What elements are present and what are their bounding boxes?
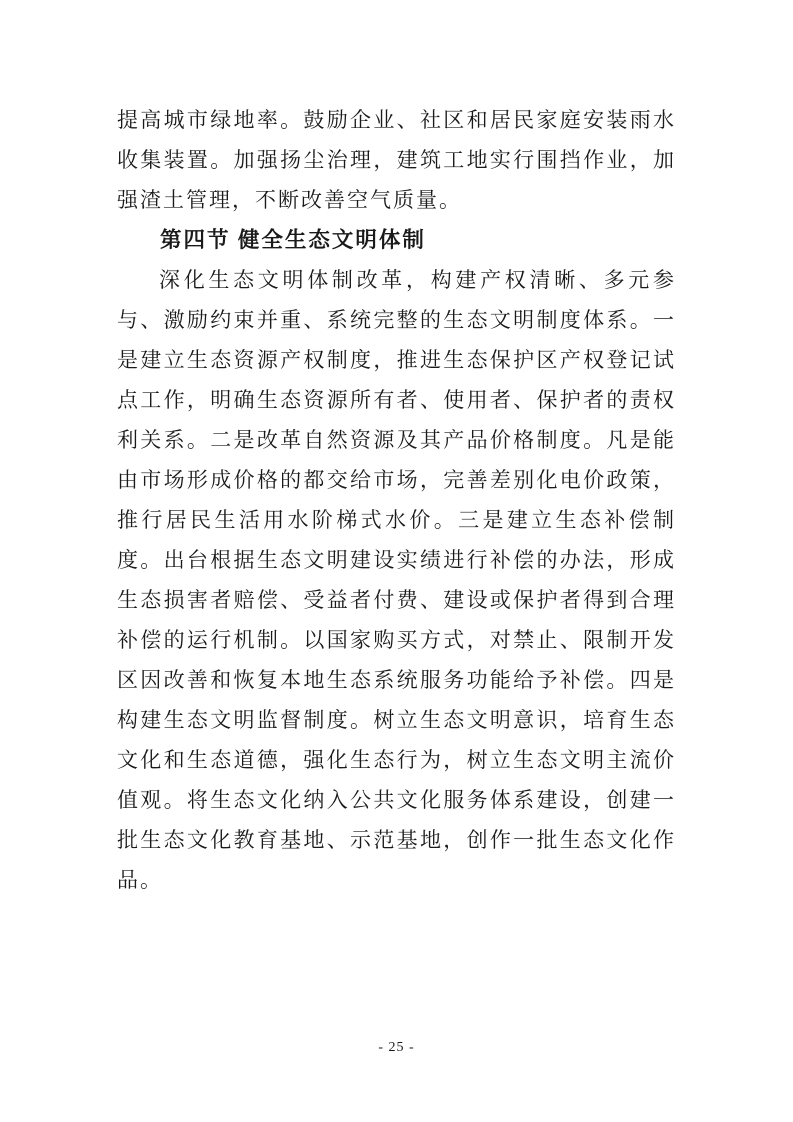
section-body-paragraph: 深化生态文明体制改革，构建产权清晰、多元参与、激励约束并重、系统完整的生态文明制度体系。一是建立生态资源产权制度，推进生态保护区产权登记试点工作，明确生态资源所有者、使用者、保护者的责权利关系。二是改革自然资源及其产品价格制度。凡是能由市场形成价格的都交给市场，完善差别化电价政策，推行居民生活用水阶梯式水价。三是建立生态补偿制度。出台根据生态文明建设实绩进行补偿的办法，形成生态损害者赔偿、受益者付费、建设或保护者得到合理补偿的运行机制。以国家购买方式，对禁止、限制开发区因改善和恢复本地生态系统服务功能给予补偿。四是构建生态文明监督制度。树立生态文明意识，培育生态文化和生态道德，强化生态行为，树立生态文明主流价值观。将生态文化纳入公共文化服务体系建设，创建一批生态文化教育基地、示范基地，创作一批生态文化作品。 xyxy=(117,268,676,892)
body-paragraph-continuation: 提高城市绿地率。鼓励企业、社区和居民家庭安装雨水收集装置。加强扬尘治理，建筑工地实行围挡作业，加强渣土管理，不断改善空气质量。 xyxy=(117,108,676,212)
page-content xyxy=(117,100,676,900)
page-number: - 25 - xyxy=(378,1040,415,1055)
section-heading: 第四节 健全生态文明体制 xyxy=(160,228,426,252)
